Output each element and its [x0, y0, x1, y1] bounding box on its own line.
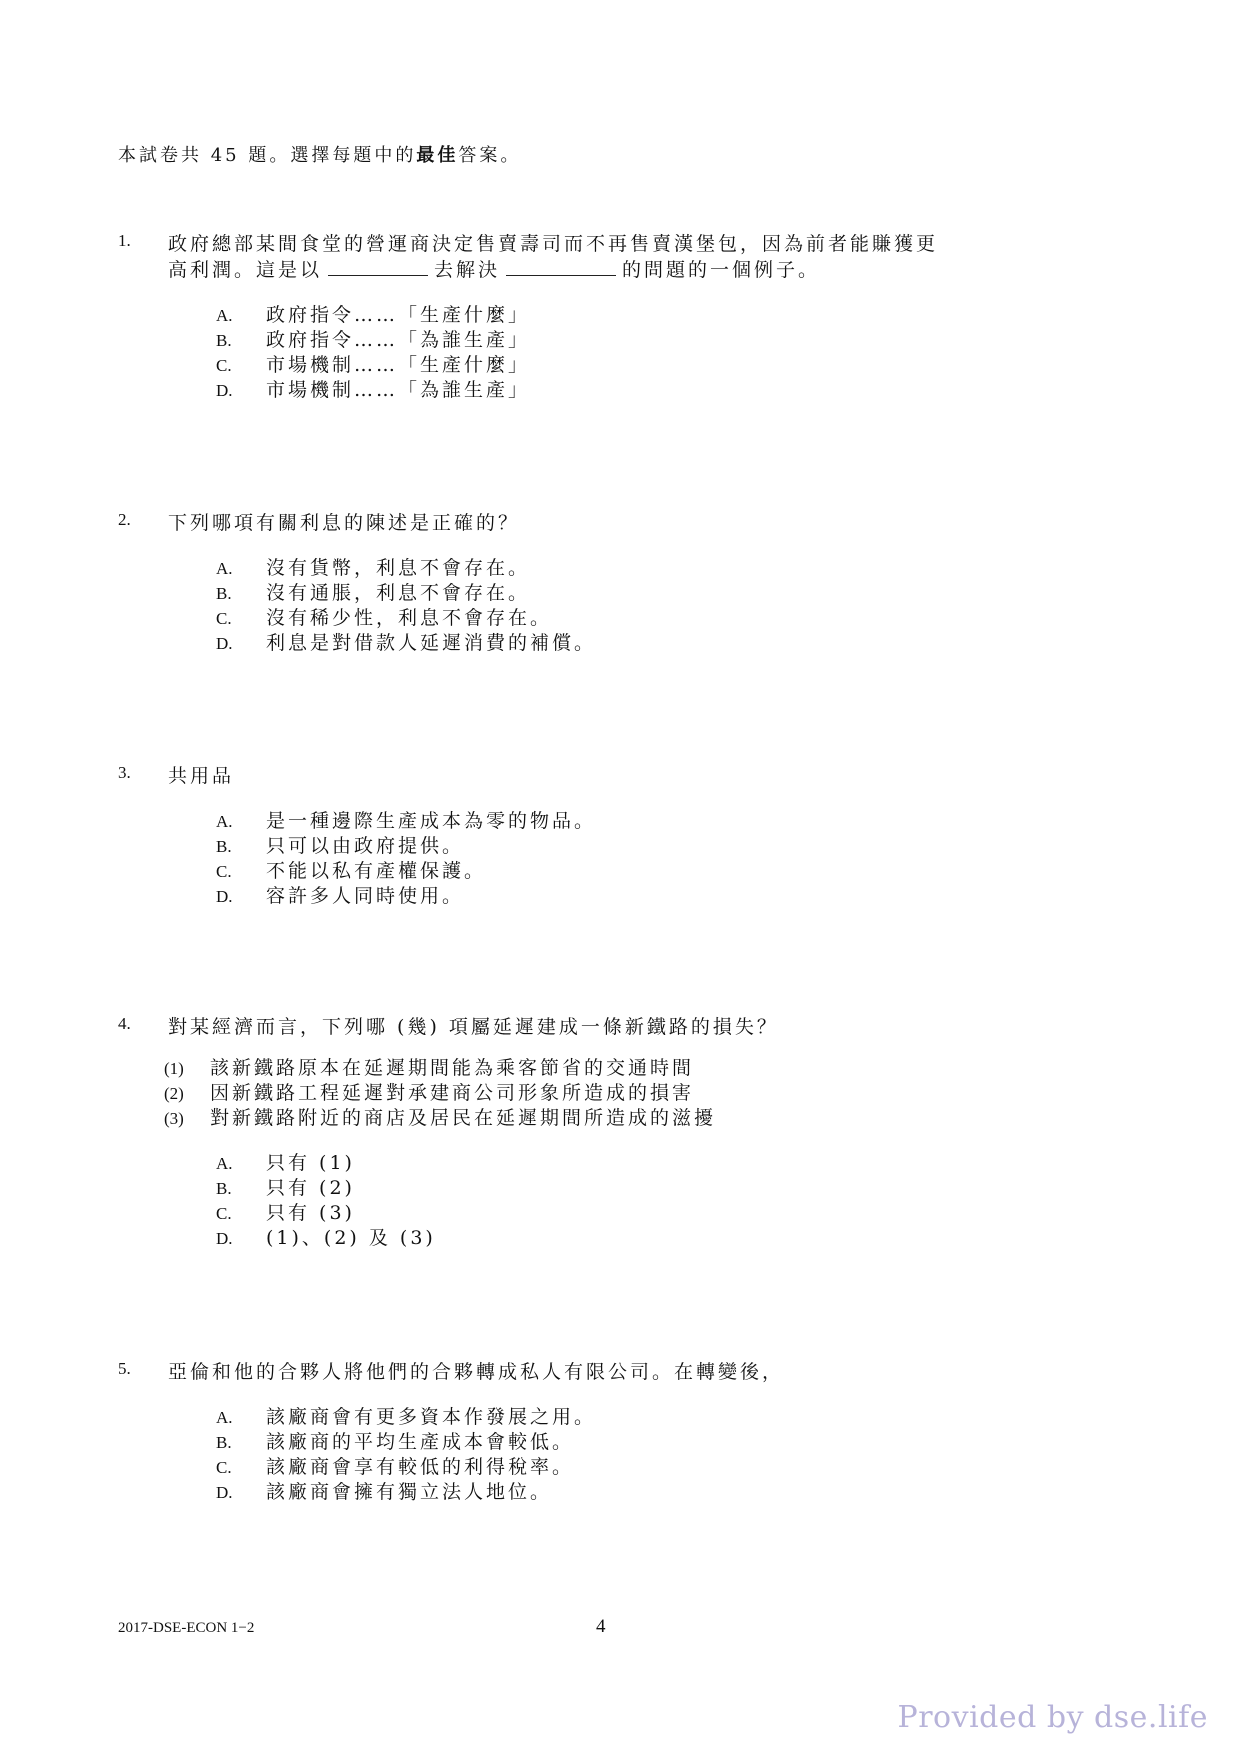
statement-list	[164, 1056, 1078, 1131]
statement-text: 該新鐵路原本在延遲期間能為乘客節省的交通時間	[210, 1057, 695, 1079]
stem-part-a: 高利潤。這是以	[168, 259, 323, 281]
option-letter: D.	[216, 887, 233, 906]
question-number: 1.	[118, 231, 131, 250]
question-4	[118, 1014, 1078, 1251]
question-1	[118, 231, 1078, 403]
option-text: 只可以由政府提供。	[266, 835, 465, 857]
option-text: 只有 (1)	[266, 1152, 355, 1174]
statement-number: (1)	[164, 1059, 184, 1078]
question-stem: 下列哪項有關利息的陳述是正確的？	[168, 512, 521, 534]
statement-text: 對新鐵路附近的商店及居民在延遲期間所造成的滋擾	[210, 1107, 717, 1129]
instructions	[118, 141, 521, 167]
option-letter: A.	[216, 559, 233, 578]
option-text: 不能以私有產權保護。	[266, 860, 487, 882]
question-2	[118, 510, 1078, 656]
option-d	[216, 378, 1078, 403]
option-c	[216, 1201, 1078, 1226]
answer-blank-1	[328, 261, 428, 276]
option-letter: D.	[216, 381, 233, 400]
statement-item	[164, 1106, 1078, 1131]
option-letter: B.	[216, 837, 232, 856]
stem-line-1: 政府總部某間食堂的營運商決定售賣壽司而不再售賣漢堡包，因為前者能賺獲更	[168, 233, 939, 255]
option-letter: A.	[216, 1154, 233, 1173]
option-d	[216, 631, 1078, 656]
stem-part-b: 去解決	[434, 259, 501, 281]
statement-item	[164, 1056, 1078, 1081]
option-b	[216, 581, 1078, 606]
option-text: 利息是對借款人延遲消費的補償。	[266, 632, 597, 654]
question-stem: 對某經濟而言，下列哪 (幾) 項屬延遲建成一條新鐵路的損失？	[168, 1016, 779, 1038]
instructions-prefix: 本試卷共 45 題。選擇每題中的	[118, 145, 417, 166]
option-letter: B.	[216, 584, 232, 603]
option-c	[216, 353, 1078, 378]
answer-blank-2	[506, 261, 616, 276]
option-letter: A.	[216, 1408, 233, 1427]
stem-line-2	[168, 257, 1078, 283]
option-c	[216, 859, 1078, 884]
stem-part-c: 的問題的一個例子。	[622, 259, 821, 281]
question-stem: 亞倫和他的合夥人將他們的合夥轉成私人有限公司。在轉變後，	[168, 1361, 785, 1383]
watermark: Provided by dse.life	[897, 1700, 1208, 1735]
option-text: 沒有稀少性，利息不會存在。	[266, 607, 553, 629]
option-a	[216, 303, 1078, 328]
option-c	[216, 1455, 1078, 1480]
option-letter: B.	[216, 331, 232, 350]
option-c	[216, 606, 1078, 631]
question-number: 5.	[118, 1359, 131, 1378]
option-letter: C.	[216, 609, 232, 628]
option-text: 該廠商的平均生產成本會較低。	[266, 1431, 575, 1453]
option-d	[216, 1480, 1078, 1505]
question-stem	[168, 231, 1078, 283]
option-text: 是一種邊際生產成本為零的物品。	[266, 810, 597, 832]
option-text: 只有 (2)	[266, 1177, 355, 1199]
option-text: 政府指令……「生產什麼」	[266, 304, 531, 326]
option-letter: C.	[216, 1458, 232, 1477]
option-letter: A.	[216, 306, 233, 325]
options-list	[216, 556, 1078, 656]
option-text: 該廠商會享有較低的利得稅率。	[266, 1456, 575, 1478]
option-letter: A.	[216, 812, 233, 831]
question-3	[118, 763, 1078, 909]
options-list	[216, 809, 1078, 909]
option-text: 容許多人同時使用。	[266, 885, 465, 907]
page-number: 4	[596, 1616, 606, 1637]
option-a	[216, 809, 1078, 834]
options-list	[216, 303, 1078, 403]
statement-number: (3)	[164, 1109, 184, 1128]
question-number: 3.	[118, 763, 131, 782]
question-number: 4.	[118, 1014, 131, 1033]
option-b	[216, 1176, 1078, 1201]
statement-text: 因新鐵路工程延遲對承建商公司形象所造成的損害	[210, 1082, 695, 1104]
option-d	[216, 884, 1078, 909]
option-a	[216, 1151, 1078, 1176]
instructions-suffix: 答案。	[458, 145, 522, 166]
option-letter: B.	[216, 1433, 232, 1452]
option-b	[216, 1430, 1078, 1455]
option-text: 市場機制……「為誰生產」	[266, 379, 531, 401]
option-text: 只有 (3)	[266, 1202, 355, 1224]
option-letter: C.	[216, 356, 232, 375]
option-text: 政府指令……「為誰生產」	[266, 329, 531, 351]
option-letter: D.	[216, 634, 233, 653]
question-stem: 共用品	[168, 765, 235, 787]
options-list	[216, 1405, 1078, 1505]
option-text: 該廠商會有更多資本作發展之用。	[266, 1406, 597, 1428]
option-d	[216, 1226, 1078, 1251]
option-text: 沒有貨幣，利息不會存在。	[266, 557, 531, 579]
statement-item	[164, 1081, 1078, 1106]
option-text: (1)、(2) 及 (3)	[266, 1227, 436, 1249]
option-letter: D.	[216, 1229, 233, 1248]
option-text: 沒有通脹，利息不會存在。	[266, 582, 531, 604]
statement-number: (2)	[164, 1084, 184, 1103]
option-letter: C.	[216, 1204, 232, 1223]
options-list	[216, 1151, 1078, 1251]
option-text: 該廠商會擁有獨立法人地位。	[266, 1481, 553, 1503]
option-b	[216, 834, 1078, 859]
paper-code: 2017-DSE-ECON 1−2	[118, 1620, 255, 1636]
question-5	[118, 1359, 1078, 1505]
option-a	[216, 556, 1078, 581]
option-letter: C.	[216, 862, 232, 881]
option-b	[216, 328, 1078, 353]
option-letter: B.	[216, 1179, 232, 1198]
instructions-emphasis: 最佳	[416, 145, 459, 166]
option-text: 市場機制……「生產什麼」	[266, 354, 531, 376]
option-a	[216, 1405, 1078, 1430]
option-letter: D.	[216, 1483, 233, 1502]
question-number: 2.	[118, 510, 131, 529]
